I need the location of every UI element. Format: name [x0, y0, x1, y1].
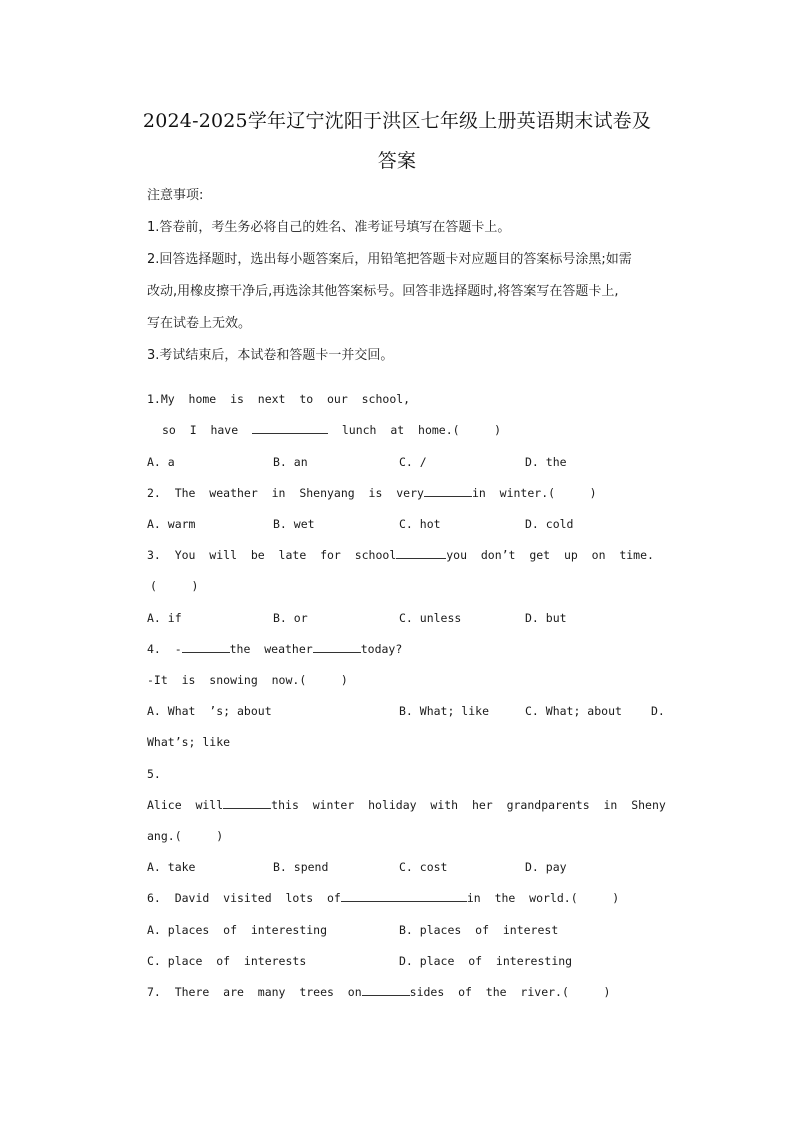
- question-1-stem-line-2: [162, 423, 501, 437]
- question-3-option-a: A. if: [147, 611, 182, 625]
- answer-blank: [362, 985, 410, 996]
- question-4-text-a: 4. -: [147, 642, 182, 656]
- question-3-stem-line-2: ( ): [150, 579, 199, 593]
- question-2-option-b: B. wet: [273, 517, 315, 531]
- question-3-option-c: C. unless: [399, 611, 462, 625]
- question-7-stem: [147, 985, 610, 999]
- question-4-text-c: today?: [360, 642, 403, 656]
- question-6-option-d: D. place of interesting: [399, 954, 573, 968]
- answer-blank: [313, 642, 361, 653]
- question-2-text-a: 2. The weather in Shenyang is very: [147, 486, 424, 500]
- question-6-stem: [147, 891, 619, 905]
- document-title-line-1: 2024-2025学年辽宁沈阳于洪区七年级上册英语期末试卷及: [142, 110, 652, 132]
- question-3-text-b: you don’t get up on time.: [446, 548, 654, 562]
- question-5-stem-line-2: ang.( ): [147, 829, 224, 843]
- question-4-stem-line-1: [147, 642, 402, 656]
- notice-item-3: 3.考试结束后，本试卷和答题卡一并交回。: [147, 348, 394, 363]
- question-2-text-b: in winter.( ): [471, 486, 597, 500]
- question-4-text-b: the weather: [229, 642, 313, 656]
- question-5-text-a: Alice will: [147, 798, 224, 812]
- question-1-text-b: lunch at home.( ): [328, 423, 502, 437]
- question-6-option-c: C. place of interests: [147, 954, 307, 968]
- question-3-option-d: D. but: [525, 611, 567, 625]
- question-5-option-d: D. pay: [525, 860, 567, 874]
- question-1-option-b: B. an: [273, 455, 308, 469]
- question-2-option-d: D. cold: [525, 517, 574, 531]
- question-1-stem-line-1: 1.My home is next to our school,: [147, 392, 411, 406]
- question-4-option-b: B. What; like: [399, 704, 490, 718]
- question-7-text-a: 7. There are many trees on: [147, 985, 362, 999]
- question-2-option-a: A. warm: [147, 517, 196, 531]
- answer-blank: [252, 423, 328, 434]
- question-5-stem-line-1: [147, 798, 666, 812]
- notice-item-2-line-2: 改动,用橡皮擦干净后,再选涂其他答案标号。回答非选择题时,将答案写在答题卡上,: [147, 284, 619, 299]
- answer-blank: [223, 798, 271, 809]
- question-6-option-b: B. places of interest: [399, 923, 559, 937]
- question-3-option-b: B. or: [273, 611, 308, 625]
- question-6-option-a: A. places of interesting: [147, 923, 328, 937]
- answer-blank: [396, 548, 446, 559]
- question-1-option-a: A. a: [147, 455, 175, 469]
- notice-item-1: 1.答卷前，考生务必将自己的姓名、准考证号填写在答题卡上。: [147, 220, 511, 235]
- question-2-stem: [147, 486, 597, 500]
- question-6-text-a: 6. David visited lots of: [147, 891, 341, 905]
- notice-section: [147, 180, 687, 372]
- question-3-text-a: 3. You will be late for school: [147, 548, 397, 562]
- question-4-option-d-text: What’s; like: [147, 735, 231, 749]
- question-5-option-a: A. take: [147, 860, 196, 874]
- question-5-text-b: this winter holiday with her grandparents in Sheny: [271, 798, 666, 812]
- question-5-option-c: C. cost: [399, 860, 448, 874]
- answer-blank: [341, 891, 467, 902]
- question-6-text-b: in the world.( ): [466, 891, 620, 905]
- question-5-option-b: B. spend: [273, 860, 329, 874]
- question-4-stem-line-2: -It is snowing now.( ): [147, 673, 348, 687]
- notice-heading: 注意事项:: [147, 188, 204, 203]
- question-1-option-c: C. /: [399, 455, 427, 469]
- question-7-text-b: sides of the river.( ): [409, 985, 611, 999]
- question-4-option-a: A. What ’s; about: [147, 704, 272, 718]
- question-3-stem-line-1: [147, 548, 654, 562]
- notice-item-2-line-3: 写在试卷上无效。: [147, 316, 252, 331]
- answer-blank: [182, 642, 230, 653]
- notice-item-2-line-1: 2.回答选择题时，选出每小题答案后，用铅笔把答题卡对应题目的答案标号涂黑;如需: [147, 252, 632, 267]
- question-4-option-d-label: D.: [651, 704, 665, 718]
- document-title-line-2: 答案: [377, 150, 417, 172]
- question-1-option-d: D. the: [525, 455, 567, 469]
- question-5-number: 5.: [147, 767, 161, 781]
- question-4-option-c: C. What; about: [525, 704, 622, 718]
- question-2-option-c: C. hot: [399, 517, 441, 531]
- question-1-text-a: so I have: [162, 423, 253, 437]
- answer-blank: [424, 486, 472, 497]
